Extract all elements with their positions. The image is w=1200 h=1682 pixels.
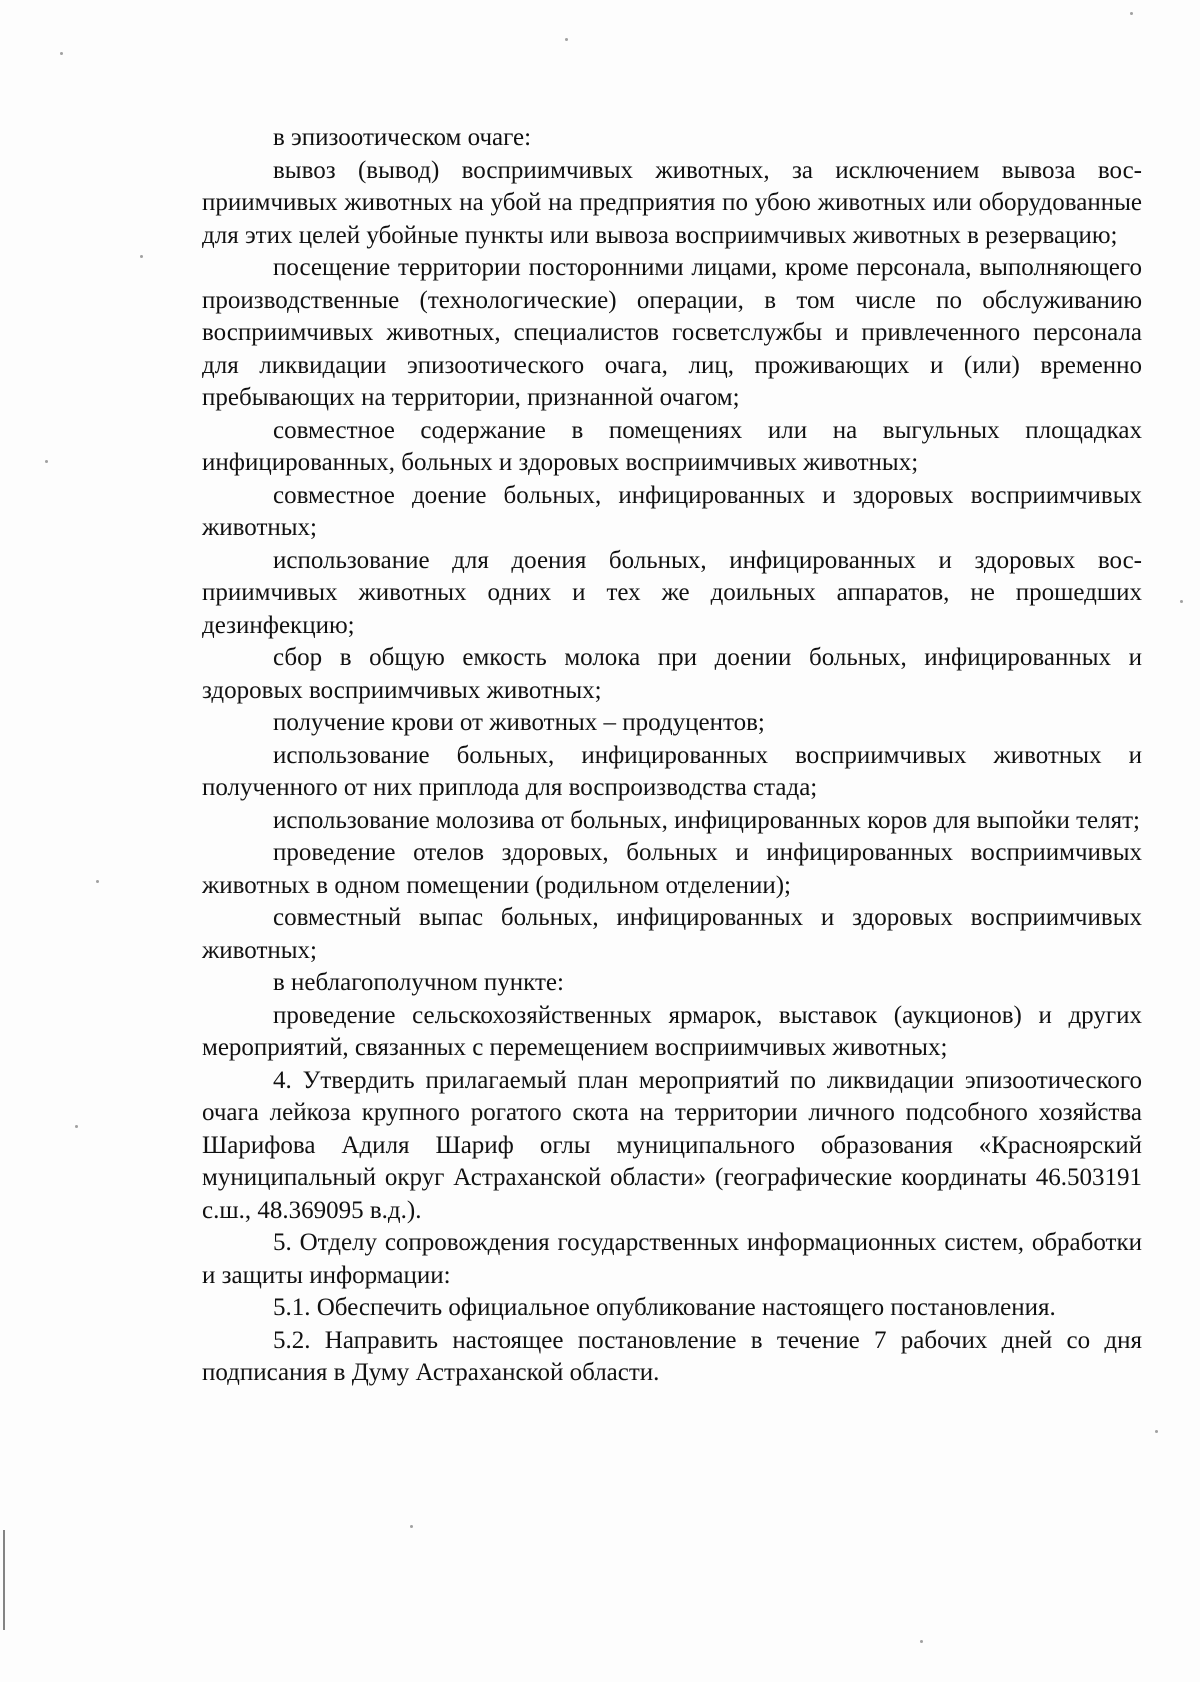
paragraph-12: совместный выпас больных, инфицированных и здоровых восприимчивых животных; — [202, 904, 1142, 964]
paragraph-11: проведение отелов здоровых, больных и инфицированных восприимчивых животных в одном помещении (родильном отделении); — [202, 839, 1142, 899]
paragraph-4: совместное содержание в помещениях или на выгульных площадках инфицированных, больных и здоровых восприимчивых животных; — [202, 416, 1142, 476]
scan-speck — [96, 880, 99, 883]
scan-speck — [45, 460, 48, 463]
paragraph-8: получение крови от животных – продуцентов; — [273, 709, 765, 736]
paragraph-1: в эпизоотическом очаге: — [273, 124, 532, 151]
scan-speck — [1155, 1430, 1158, 1433]
scan-edge-mark — [3, 1530, 5, 1630]
scan-speck — [140, 255, 143, 258]
scan-speck — [60, 52, 63, 55]
paragraph-15: 4. Утвердить прилагаемый план мероприятий по ликвидации эпизоотического очага лейкоза крупного рогатого скота на территории личного подсобного хозяйства Шарифова Адиля Шариф оглы муниципального образования «Красноярский муниципальный округ Астраханской области» (географические координаты 46.503191 с.ш., 48.369095 в.д.). — [202, 1066, 1142, 1224]
scan-speck — [410, 1525, 413, 1528]
scan-speck — [565, 38, 568, 41]
scan-speck — [1130, 12, 1133, 15]
scan-speck — [920, 1640, 923, 1643]
scan-speck — [75, 1125, 78, 1128]
paragraph-17: 5.1. Обеспечить официальное опубликование настоящего постановления. — [273, 1294, 1056, 1321]
paragraph-14: проведение сельскохозяйственных ярмарок, выставок (аукционов) и других мероприятий, связанных с перемещением восприимчивых животных; — [202, 1001, 1142, 1061]
paragraph-16: 5. Отделу сопровождения государственных информационных систем, обработки и защиты информации: — [202, 1229, 1142, 1289]
paragraph-7: сбор в общую емкость молока при доении больных, инфицированных и здоровых восприимчивых животных; — [202, 644, 1142, 704]
scan-speck — [1180, 600, 1183, 603]
paragraph-3: посещение территории посторонними лицами, кроме персонала, выполняющего производственные (технологические) операции, в том числе по обслуживанию восприимчивых животных, специалистов госветслужбы и привлеченного персонала для ликвидации эпизоотического очага, лиц, проживающих и (или) временно пребывающих на территории, признанной очагом; — [202, 254, 1142, 411]
paragraph-2: вывоз (вывод) восприимчивых животных, за исключением вывоза восприимчивых животных на убой на предприятия по убою животных или оборудованные для этих целей убойные пункты или вывоза восприимчивых животных в резервацию; — [202, 156, 1142, 249]
paragraph-6: использование для доения больных, инфицированных и здоровых восприимчивых животных одних и тех же доильных аппаратов, не прошедших дезинфекцию; — [202, 546, 1142, 639]
paragraph-10: использование молозива от больных, инфицированных коров для выпойки телят; — [273, 806, 1140, 834]
paragraph-18: 5.2. Направить настоящее постановление в течение 7 рабочих дней со дня подписания в Думу Астраханской области. — [202, 1326, 1142, 1386]
paragraph-13: в неблагополучном пункте: — [273, 969, 564, 996]
paragraph-5: совместное доение больных, инфицированных и здоровых восприимчивых животных; — [202, 481, 1142, 541]
paragraph-9: использование больных, инфицированных восприимчивых животных и полученного от них приплода для воспроизводства стада; — [202, 741, 1142, 801]
document-body — [202, 122, 1142, 1390]
